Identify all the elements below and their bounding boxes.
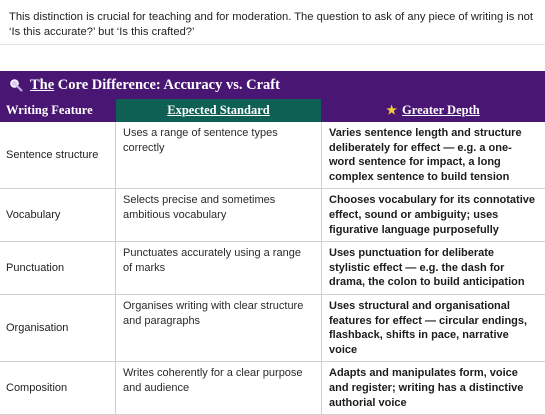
table-row [0,294,545,361]
section-title-rest: Core Difference: Accuracy vs. Craft [54,77,280,93]
column-header-greater [321,99,545,122]
table-row [0,362,545,415]
feature-cell: Organisation [0,294,116,361]
table-row [0,242,545,295]
column-header-greater-label[interactable]: Greater Depth [402,103,480,118]
section-title [30,77,280,94]
star-icon: ★ [386,103,397,118]
feature-cell: Composition [0,362,116,415]
intro-paragraph: This distinction is crucial for teaching and for moderation. The question to ask of any piece of writing is not ‘Is this accurate?’ but ‘Is this crafted?’ [9,10,537,40]
expected-cell: Uses a range of sentence types correctly [116,122,322,189]
column-header-expected [116,99,321,122]
magnifier-icon [9,78,23,92]
table-row [0,189,545,242]
greater-depth-cell: Uses punctuation for deliberate stylistic effect — e.g. the dash for drama, the colon to build anticipation [322,242,545,295]
expected-cell: Writes coherently for a clear purpose and audience [116,362,322,415]
divider [0,44,545,45]
greater-depth-cell: Adapts and manipulates form, voice and register; writing has a distinctive authorial voice [322,362,545,415]
greater-depth-cell: Chooses vocabulary for its connotative effect, sound or ambiguity; uses figurative language purposefully [322,189,545,242]
column-header-feature-label: Writing Feature [6,103,93,118]
column-header-expected-label[interactable]: Expected Standard [167,103,269,118]
column-header-feature [0,99,116,122]
expected-cell: Punctuates accurately using a range of marks [116,242,322,295]
table-row [0,122,545,189]
greater-depth-cell: Uses structural and organisational features for effect — circular endings, flashback, shifts in pace, narrative voice [322,294,545,361]
feature-cell: Sentence structure [0,122,116,189]
greater-depth-cell: Varies sentence length and structure deliberately for effect — e.g. a one-word sentence for impact, a long complex sentence to build tension [322,122,545,189]
expected-cell: Selects precise and sometimes ambitious vocabulary [116,189,322,242]
feature-cell: Punctuation [0,242,116,295]
expected-cell: Organises writing with clear structure and paragraphs [116,294,322,361]
feature-cell: Vocabulary [0,189,116,242]
comparison-table [0,122,545,415]
section-title-link[interactable]: The [30,77,54,93]
section-banner [0,71,545,99]
